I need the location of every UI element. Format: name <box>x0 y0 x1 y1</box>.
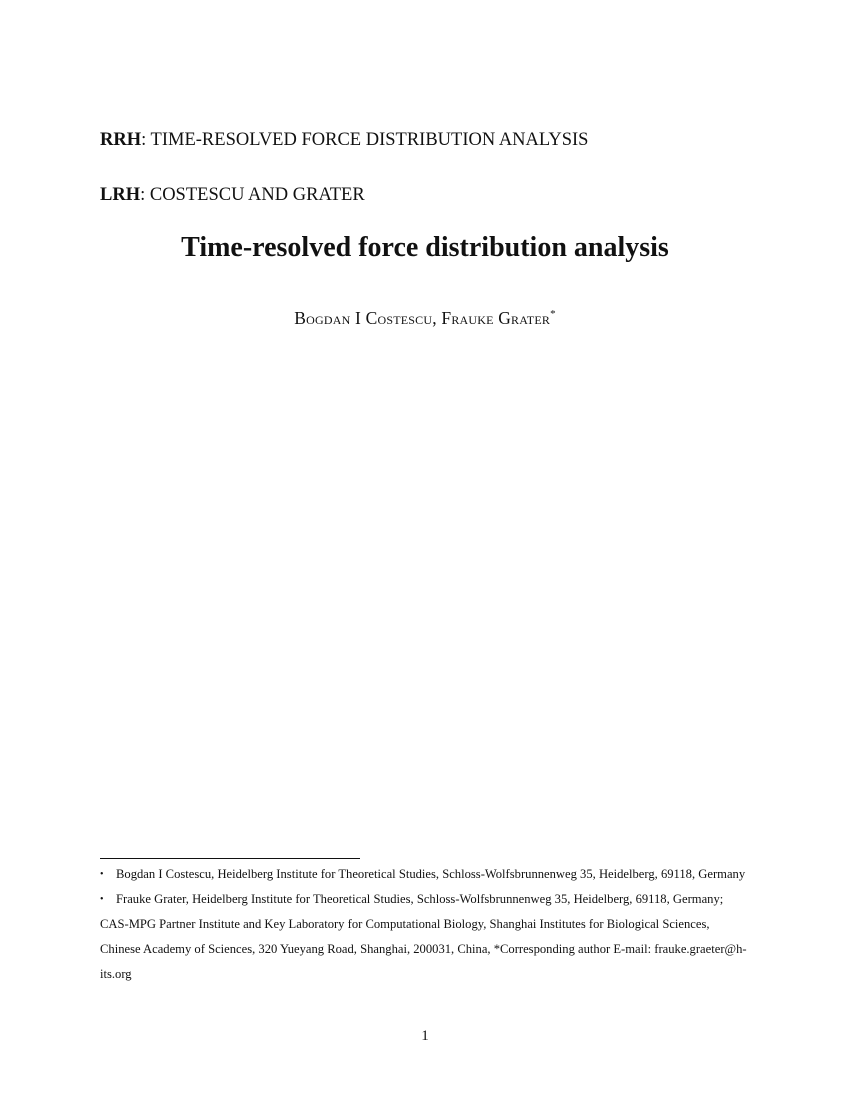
rrh-label: RRH <box>100 130 142 150</box>
lrh-label: LRH <box>100 185 141 205</box>
paper-title: Time-resolved force distribution analysis <box>181 232 669 263</box>
page-number: 1 <box>421 1028 429 1044</box>
corresponding-author-marker: * <box>550 308 556 320</box>
rrh-text: : TIME-RESOLVED FORCE DISTRIBUTION ANALYSIS <box>141 130 589 150</box>
footnotes <box>100 862 750 987</box>
author-names: Bogdan I Costescu, Frauke Grater <box>294 308 551 328</box>
footnote-affiliation-costescu <box>100 862 750 887</box>
lrh-text: : COSTESCU AND GRATER <box>140 185 365 205</box>
footnote-text: Bogdan I Costescu, Heidelberg Institute for Theoretical Studies, Schloss-Wolfsbrunnenweg 35, Heidelberg, 69118, Germany <box>116 867 746 881</box>
bullet-icon: • <box>100 894 104 905</box>
right-running-head <box>100 129 588 151</box>
left-running-head <box>100 184 365 206</box>
footnote-affiliation-grater <box>100 887 750 987</box>
footnote-text: Frauke Grater, Heidelberg Institute for Theoretical Studies, Schloss-Wolfsbrunnenweg 35, Heidelberg, 69118, Germany; CAS-MPG Partner Institute and Key Laboratory for Computational Biology, Shanghai Institutes for Biological Sciences, Chinese Academy of Sciences, 320 Yueyang Road, Shanghai, 200031, China, *Corresponding author E-mail: frauke.graeter@h-its.org <box>100 892 747 981</box>
footnote-divider <box>100 858 360 859</box>
author-list <box>0 302 850 330</box>
bullet-icon: • <box>100 869 104 880</box>
